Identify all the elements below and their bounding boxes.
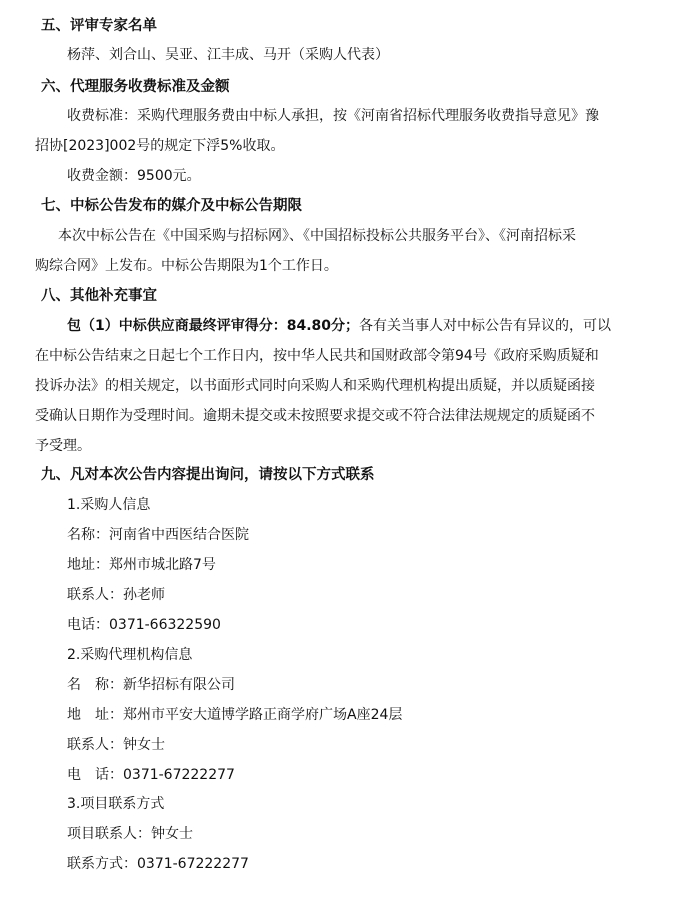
supplement-line-2: 在中标公告结束之日起七个工作日内，按中华人民共和国财政部令第94号《政府采购质疑和 xyxy=(35,348,599,364)
purchaser-contact: 联系人：孙老师 xyxy=(67,587,165,603)
fee-standard-line-2: 招协[2023]002号的规定下浮5%收取。 xyxy=(35,138,285,154)
purchaser-phone: 电话：0371-66322590 xyxy=(67,617,221,633)
agency-phone-label: 电 话： xyxy=(67,767,123,783)
agency-address xyxy=(67,705,402,725)
supplement-line-1 xyxy=(67,316,611,336)
agency-title: 2.采购代理机构信息 xyxy=(67,647,193,663)
section-8-heading: 八、其他补充事宜 xyxy=(41,288,157,304)
agency-contact: 联系人：钟女士 xyxy=(67,737,165,753)
purchaser-title: 1.采购人信息 xyxy=(67,497,151,513)
project-contact-title: 3.项目联系方式 xyxy=(67,796,165,812)
purchaser-name: 名称：河南省中西医结合医院 xyxy=(67,527,249,543)
agency-address-value: 郑州市平安大道博学路正商学府广场A座24层 xyxy=(123,707,403,723)
project-contact-person: 项目联系人：钟女士 xyxy=(67,826,193,842)
agency-phone-value: 0371-67222277 xyxy=(123,767,235,783)
section-9-heading: 九、凡对本次公告内容提出询问，请按以下方式联系 xyxy=(41,467,375,483)
section-7-heading: 七、中标公告发布的媒介及中标公告期限 xyxy=(41,198,302,214)
supplement-line-5: 予受理。 xyxy=(35,438,91,454)
media-line-1: 本次中标公告在《中国采购与招标网》、《中国招标投标公共服务平台》、《河南招标采 xyxy=(58,228,576,244)
supplement-line-4: 受确认日期作为受理时间。逾期未提交或未按照要求提交或不符合法律法规规定的质疑函不 xyxy=(35,408,595,424)
agency-address-label: 地 址： xyxy=(67,707,123,723)
project-contact-phone: 联系方式：0371-67222277 xyxy=(67,856,249,872)
fee-standard-line-1: 收费标准：采购代理服务费由中标人承担，按《河南省招标代理服务收费指导意见》豫 xyxy=(67,108,599,124)
purchaser-address: 地址：郑州市城北路7号 xyxy=(67,557,216,573)
fee-amount: 收费金额：9500元。 xyxy=(67,168,201,184)
section-5-heading: 五、评审专家名单 xyxy=(41,18,157,34)
supplement-line-3: 投诉办法》的相关规定，以书面形式同时向采购人和采购代理机构提出质疑，并以质疑函接 xyxy=(35,378,595,394)
section-6-heading: 六、代理服务收费标准及金额 xyxy=(41,79,230,95)
final-score: 包（1）中标供应商最终评审得分：84.80分； xyxy=(67,318,360,334)
media-line-2: 购综合网》上发布。中标公告期限为1个工作日。 xyxy=(35,258,338,274)
agency-name-label: 名 称： xyxy=(67,677,123,693)
expert-list: 杨萍、刘合山、吴亚、江丰成、马开（采购人代表） xyxy=(67,47,389,63)
agency-phone xyxy=(67,765,235,785)
objection-text: 各有关当事人对中标公告有异议的，可以 xyxy=(359,318,612,334)
agency-name xyxy=(67,675,235,695)
agency-name-value: 新华招标有限公司 xyxy=(123,677,235,693)
